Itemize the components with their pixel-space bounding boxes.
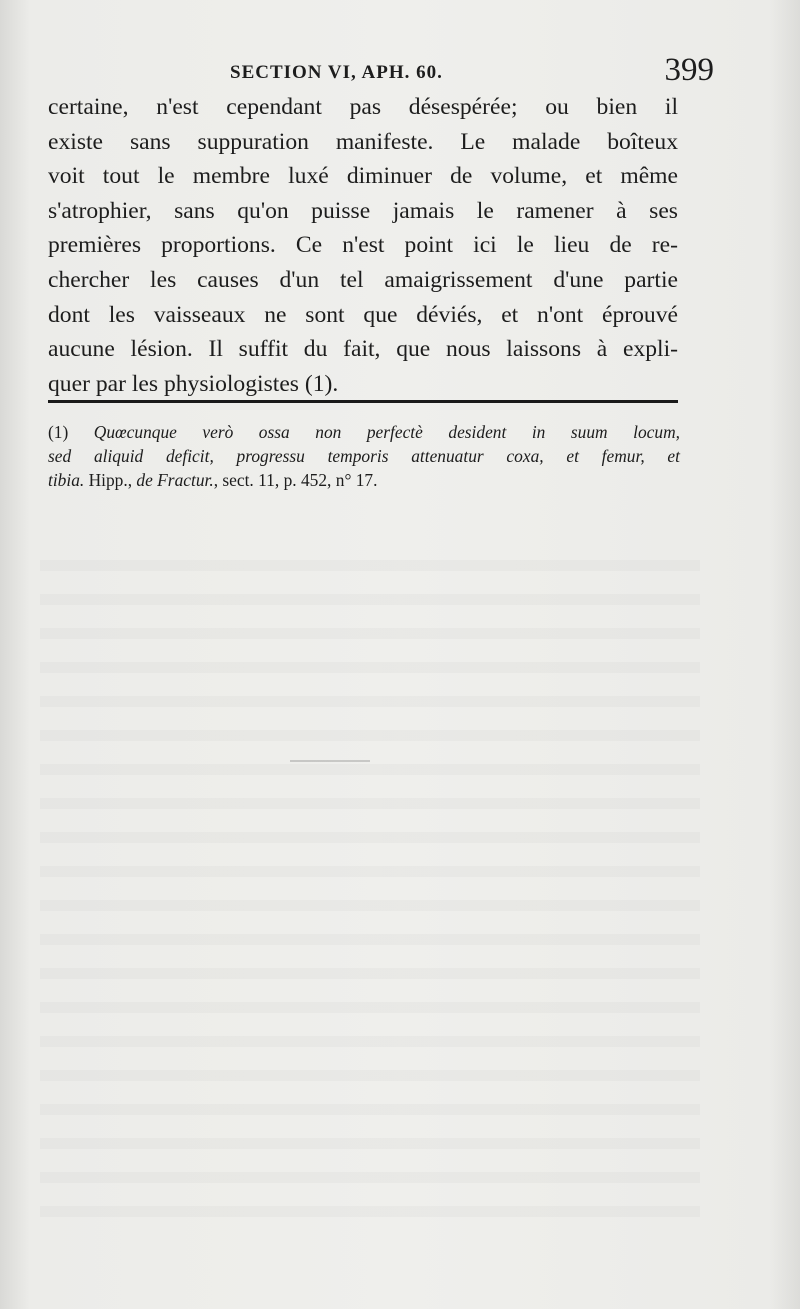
footnote-line: sed aliquid deficit, progressu temporis attenuatur coxa, et femur, et: [48, 446, 680, 466]
footnote-line: [48, 468, 680, 492]
footnote-quote-end: tibia.: [48, 470, 85, 490]
running-head: [48, 52, 714, 92]
footnote-citation: Hipp.,: [84, 470, 137, 490]
footnote-work-title: de Fractur.: [136, 470, 214, 490]
header-label: SECTION VI, APH. 60.: [230, 62, 443, 83]
text-line: dont les vaisseaux ne sont que déviés, et n'ont éprouvé: [48, 301, 678, 328]
text-line: chercher les causes d'un tel amaigrissement d'une partie: [48, 266, 678, 293]
page-number: 399: [664, 52, 714, 88]
footnote-reference: , sect. 11, p. 452, n° 17.: [213, 470, 378, 490]
footnote: [48, 420, 680, 492]
text-line: aucune lésion. Il suffit du fait, que nous laissons à expli-: [48, 336, 678, 363]
text-line: s'atrophier, sans qu'on puisse jamais le ramener à ses: [48, 197, 678, 224]
footnote-rule: [48, 400, 678, 403]
footnote-line: [48, 420, 680, 444]
body-text: [48, 90, 678, 401]
text-line: quer par les physiologistes (1).: [48, 370, 339, 397]
text-line: premières proportions. Ce n'est point ici le lieu de re-: [48, 232, 678, 259]
text-line: voit tout le membre luxé diminuer de volume, et même: [48, 163, 678, 190]
text-line: certaine, n'est cependant pas désespérée; ou bien il: [48, 94, 678, 120]
text-line: existe sans suppuration manifeste. Le malade boîteux: [48, 128, 678, 155]
show-through-rule: [290, 760, 370, 762]
footnote-marker: (1): [48, 422, 94, 442]
show-through-text: [40, 540, 700, 1220]
footnote-quote: Quœcunque verò ossa non perfectè desident in suum locum,: [93, 422, 680, 442]
